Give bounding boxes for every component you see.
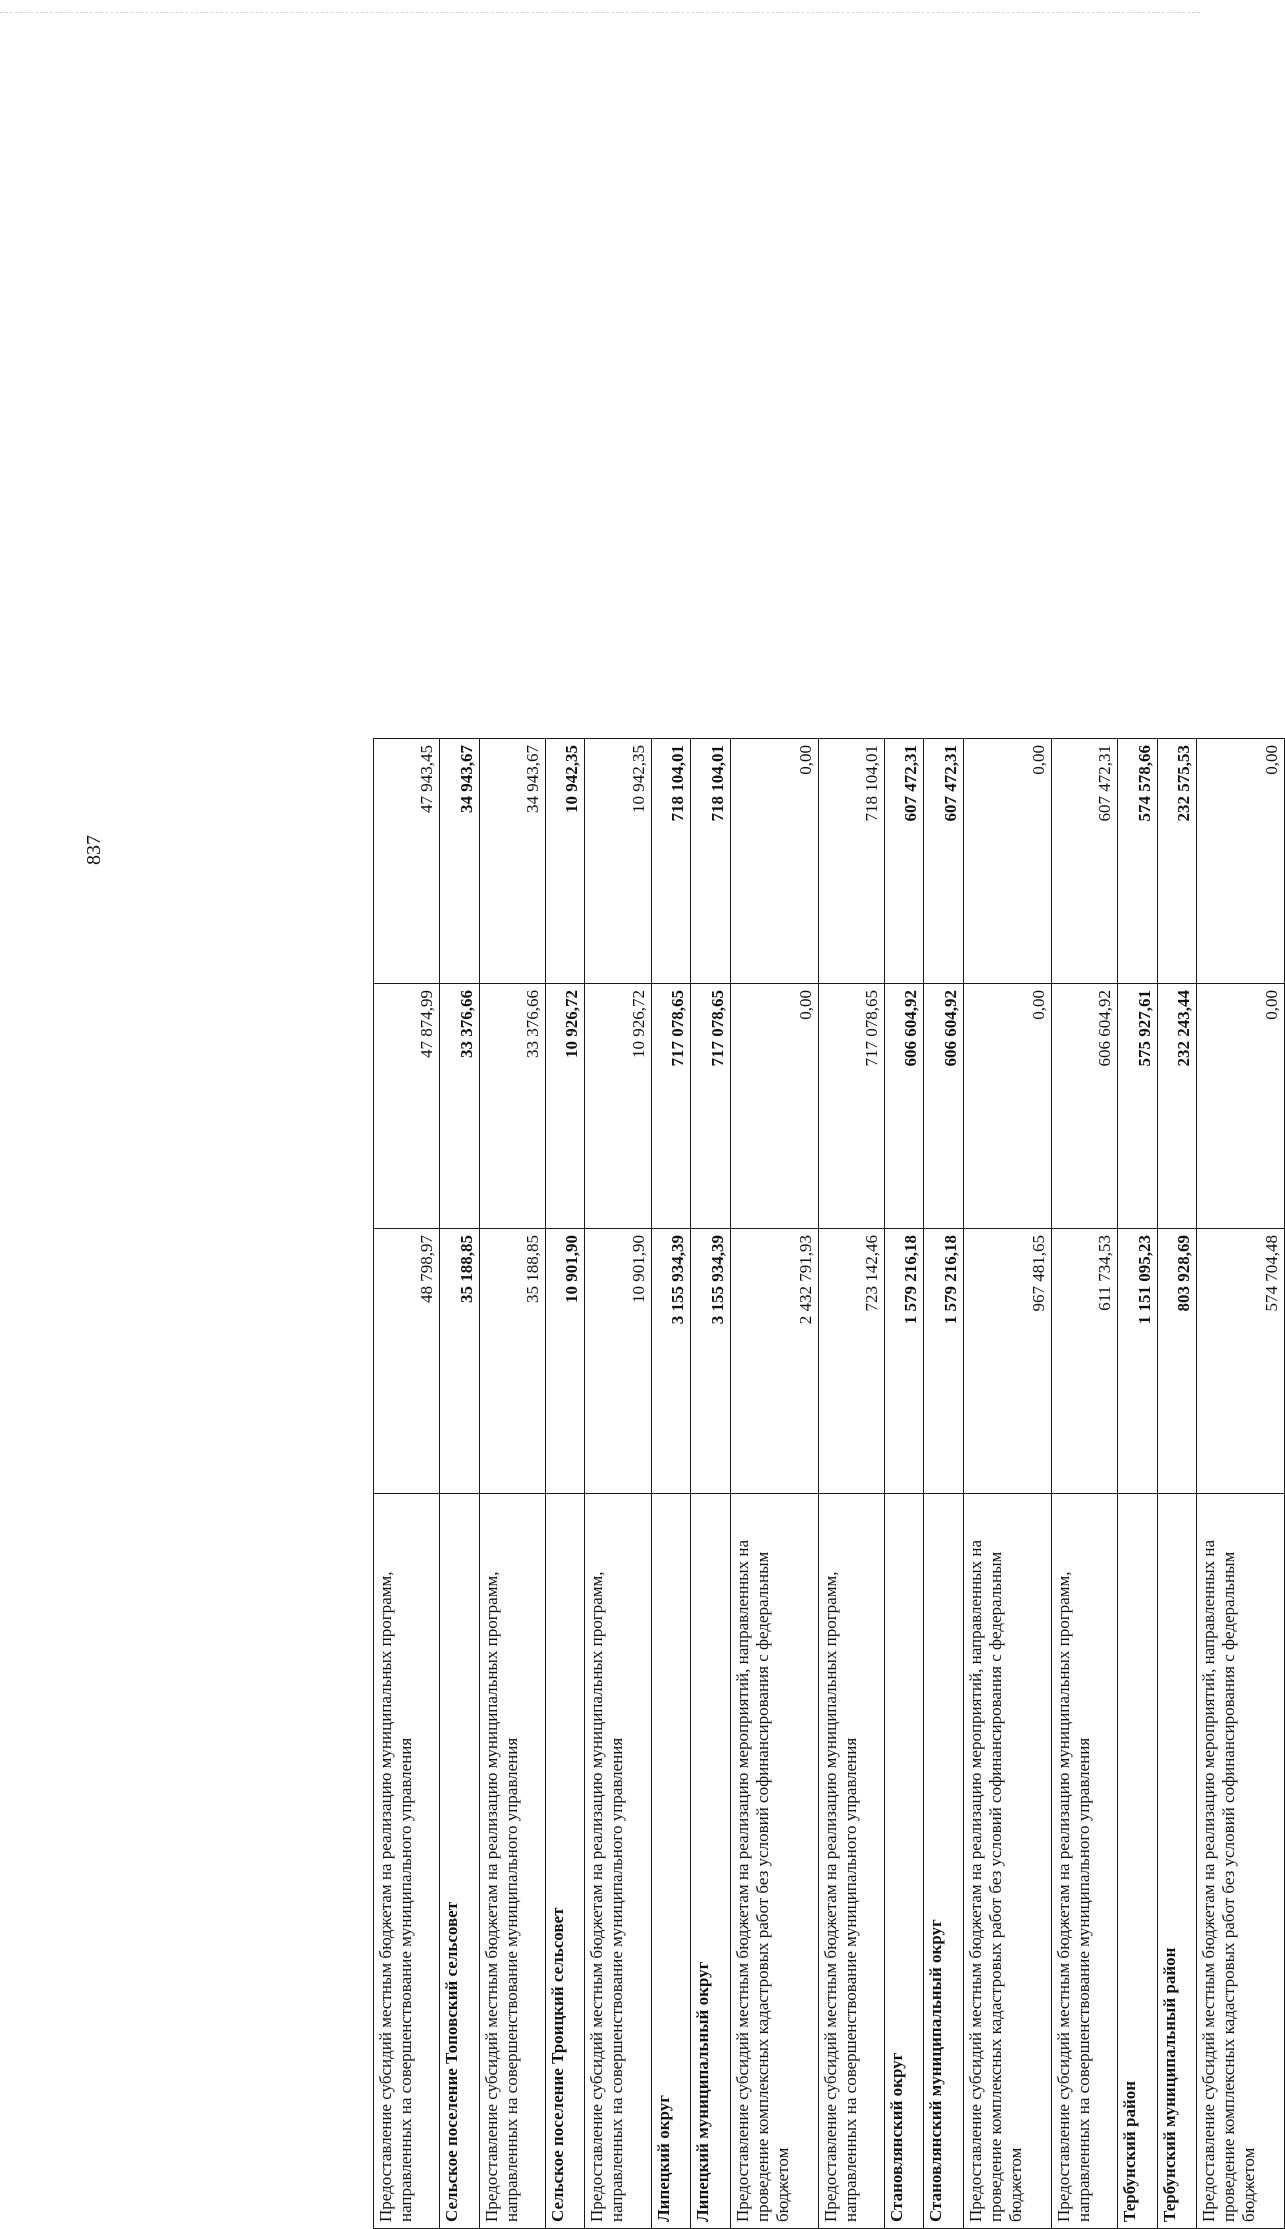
- value-cell-2: 10 926,72: [546, 984, 585, 1229]
- table-row: [374, 739, 440, 2229]
- value-cell-3: 34 943,67: [479, 739, 545, 984]
- row-name-cell: Предоставление субсидий местным бюджетам на реализацию мероприятий, направленных на проведение комплексных кадастровых работ без условий софинансирования с федеральным бюджетом: [963, 1494, 1051, 2229]
- page-number: 837: [83, 835, 105, 865]
- budget-table-body: [374, 739, 1285, 2229]
- table-row: [818, 739, 884, 2229]
- value-cell-3: 607 472,31: [1051, 739, 1117, 984]
- table-row: [730, 739, 818, 2229]
- value-cell-2: 33 376,66: [440, 984, 479, 1229]
- row-name-cell: Тербунский муниципальный район: [1157, 1494, 1196, 2229]
- value-cell-3: 0,00: [1196, 739, 1284, 984]
- table-row: [440, 739, 479, 2229]
- value-cell-3: 607 472,31: [885, 739, 924, 984]
- row-name-cell: Сельское поселение Троицкий сельсовет: [546, 1494, 585, 2229]
- value-cell-2: 717 078,65: [691, 984, 730, 1229]
- table-row: [1051, 739, 1117, 2229]
- value-cell-1: 1 579 216,18: [885, 1229, 924, 1494]
- value-cell-2: 33 376,66: [479, 984, 545, 1229]
- value-cell-1: 803 928,69: [1157, 1229, 1196, 1494]
- value-cell-1: 3 155 934,39: [691, 1229, 730, 1494]
- table-row: [546, 739, 585, 2229]
- value-cell-2: 10 926,72: [585, 984, 651, 1229]
- value-cell-2: 0,00: [963, 984, 1051, 1229]
- value-cell-3: 718 104,01: [651, 739, 690, 984]
- row-name-cell: Становлянский муниципальный округ: [924, 1494, 963, 2229]
- row-name-cell: Предоставление субсидий местным бюджетам на реализацию муниципальных программ, направленных на совершенствование муниципального управления: [479, 1494, 545, 2229]
- budget-table: [373, 738, 1285, 2229]
- value-cell-2: 606 604,92: [885, 984, 924, 1229]
- value-cell-3: 47 943,45: [374, 739, 440, 984]
- value-cell-3: 232 575,53: [1157, 739, 1196, 984]
- value-cell-3: 34 943,67: [440, 739, 479, 984]
- value-cell-3: 574 578,66: [1118, 739, 1157, 984]
- value-cell-2: 717 078,65: [818, 984, 884, 1229]
- table-row: [479, 739, 545, 2229]
- value-cell-2: 0,00: [730, 984, 818, 1229]
- row-name-cell: Предоставление субсидий местным бюджетам на реализацию муниципальных программ, направленных на совершенствование муниципального управления: [1051, 1494, 1117, 2229]
- value-cell-2: 606 604,92: [924, 984, 963, 1229]
- value-cell-3: 10 942,35: [585, 739, 651, 984]
- row-name-cell: Сельское поселение Топовский сельсовет: [440, 1494, 479, 2229]
- table-row: [963, 739, 1051, 2229]
- table-row: [585, 739, 651, 2229]
- row-name-cell: Предоставление субсидий местным бюджетам на реализацию мероприятий, направленных на проведение комплексных кадастровых работ без условий софинансирования с федеральным бюджетом: [1196, 1494, 1284, 2229]
- value-cell-1: 723 142,46: [818, 1229, 884, 1494]
- value-cell-2: 606 604,92: [1051, 984, 1117, 1229]
- value-cell-1: 2 432 791,93: [730, 1229, 818, 1494]
- table-row: [691, 739, 730, 2229]
- value-cell-2: 47 874,99: [374, 984, 440, 1229]
- value-cell-1: 611 734,53: [1051, 1229, 1117, 1494]
- row-name-cell: Липецкий округ: [651, 1494, 690, 2229]
- row-name-cell: Становлянский округ: [885, 1494, 924, 2229]
- value-cell-1: 35 188,85: [440, 1229, 479, 1494]
- value-cell-1: 1 579 216,18: [924, 1229, 963, 1494]
- table-row: [1118, 739, 1157, 2229]
- rotated-table-container: [373, 739, 1285, 2229]
- value-cell-3: 0,00: [963, 739, 1051, 984]
- row-name-cell: Предоставление субсидий местным бюджетам на реализацию муниципальных программ, направленных на совершенствование муниципального управления: [585, 1494, 651, 2229]
- value-cell-1: 10 901,90: [585, 1229, 651, 1494]
- value-cell-1: 1 151 095,23: [1118, 1229, 1157, 1494]
- row-name-cell: Липецкий муниципальный округ: [691, 1494, 730, 2229]
- value-cell-2: 717 078,65: [651, 984, 690, 1229]
- value-cell-2: 0,00: [1196, 984, 1284, 1229]
- value-cell-3: 0,00: [730, 739, 818, 984]
- table-row: [924, 739, 963, 2229]
- value-cell-2: 232 243,44: [1157, 984, 1196, 1229]
- value-cell-1: 3 155 934,39: [651, 1229, 690, 1494]
- value-cell-1: 35 188,85: [479, 1229, 545, 1494]
- value-cell-1: 967 481,65: [963, 1229, 1051, 1494]
- row-name-cell: Предоставление субсидий местным бюджетам на реализацию мероприятий, направленных на проведение комплексных кадастровых работ без условий софинансирования с федеральным бюджетом: [730, 1494, 818, 2229]
- value-cell-3: 718 104,01: [691, 739, 730, 984]
- table-row: [651, 739, 690, 2229]
- value-cell-1: 10 901,90: [546, 1229, 585, 1494]
- table-row: [1157, 739, 1196, 2229]
- table-row: [885, 739, 924, 2229]
- value-cell-2: 575 927,61: [1118, 984, 1157, 1229]
- scan-edge-line: [0, 12, 1200, 13]
- table-row: [1196, 739, 1284, 2229]
- value-cell-1: 48 798,97: [374, 1229, 440, 1494]
- row-name-cell: Предоставление субсидий местным бюджетам на реализацию муниципальных программ, направленных на совершенствование муниципального управления: [818, 1494, 884, 2229]
- value-cell-3: 718 104,01: [818, 739, 884, 984]
- row-name-cell: Предоставление субсидий местным бюджетам на реализацию муниципальных программ, направленных на совершенствование муниципального управления: [374, 1494, 440, 2229]
- value-cell-1: 574 704,48: [1196, 1229, 1284, 1494]
- value-cell-3: 607 472,31: [924, 739, 963, 984]
- row-name-cell: Тербунский район: [1118, 1494, 1157, 2229]
- value-cell-3: 10 942,35: [546, 739, 585, 984]
